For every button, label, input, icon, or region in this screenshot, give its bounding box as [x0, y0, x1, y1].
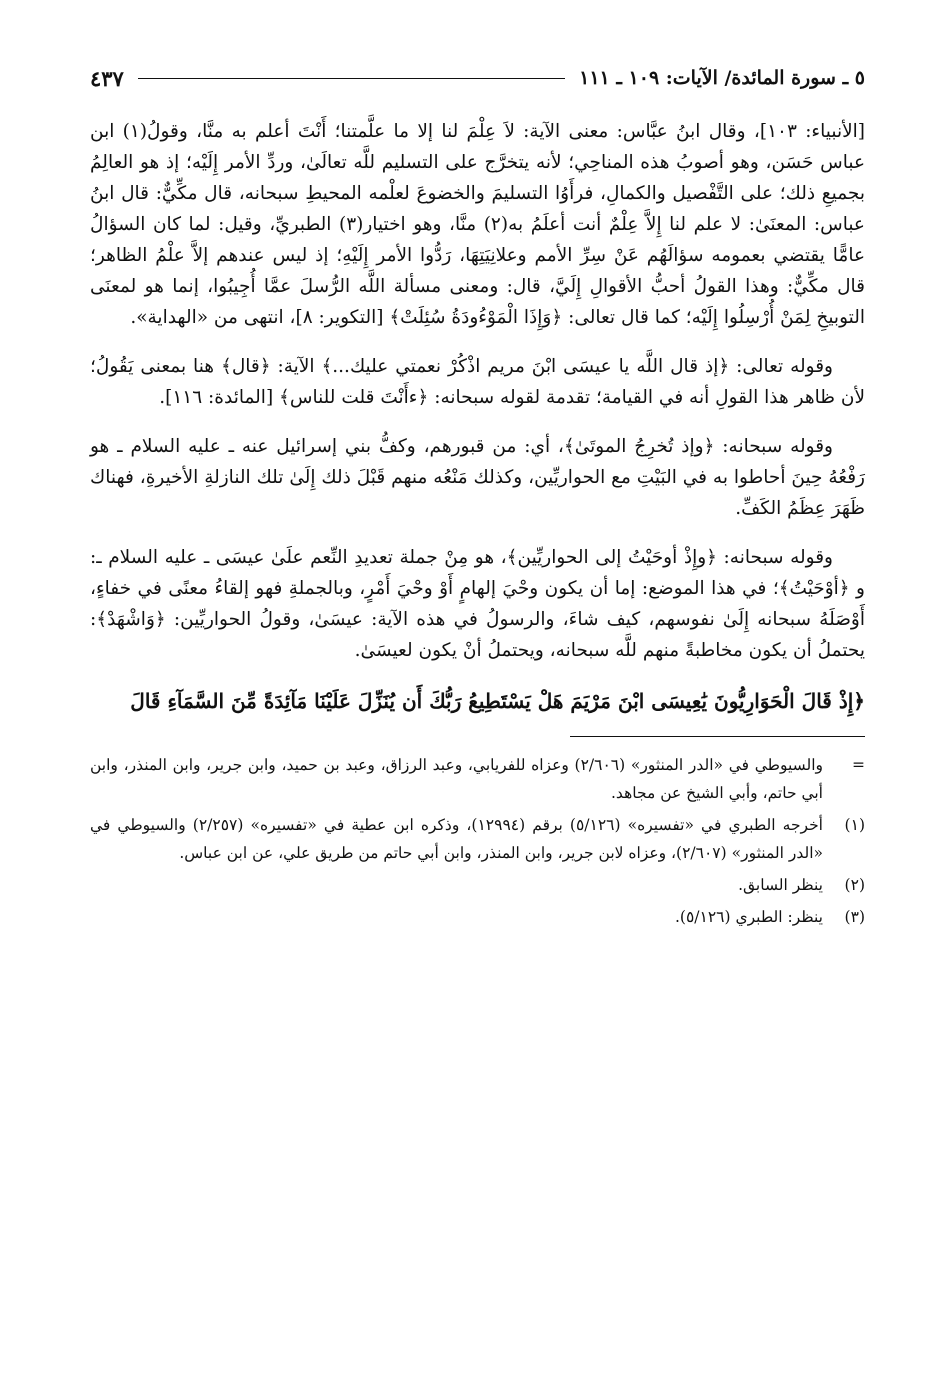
footnote-marker: = — [852, 756, 865, 774]
footnote-marker: (١) — [844, 816, 865, 834]
chapter-title: ٥ ـ سورة المائدة/ الآيات: ١٠٩ ـ ١١١ — [579, 67, 865, 89]
paragraph-1: [الأنبياء: ١٠٣]، وقال ابنُ عبَّاس: معنى الآية: لاَ عِلْمَ لنا إلا ما علَّمتنا؛ أَنْتَ أعلم به منَّا، وقولُ(١) ابن عباس حَسَن، وهو أصوبُ هذه المناحِي؛ لأنه يتخرَّج على التسليم للَّه تعالَىٰ، وردِّ الأمر إِلَيْه؛ إذ هو العالِمُ بجميعِ ذلك؛ على التَّفْصيل والكمالِ، فرأَوُا التسليمَ والخضوعَ لعلْمه المحيطِ سبحانه، قال مكِّيٌّ: قال ابنُ عباس: المعنَىٰ: لا علم لنا إِلاَّ عِلْمٌ أنت أعلَمُ به(٢) منَّا، وهو اختيار(٣) الطبريِّ، وقيل: لما كان السؤالُ عامًّا يقتضي بعمومه سؤالَهُم عَنْ سِرِّ الأمم وعلانِيَتِهَا، رَدُّوا الأمر إِلَيْهِ؛ إذ ليس عندهم إلاَّ علْمُ الظاهر؛ قال مكِّيٌّ: وهذا القولُ أحبُّ الأقوالِ إِلَيَّ، قال: ومعنى مسألة اللَّه الرُّسلَ عمَّا أُجِيبُوا، إنما هو لمعنَى التوبيخِ لِمَنْ أُرْسِلُوا إِلَيْه؛ كما قال تعالى: ﴿وَإِذَا الْمَوْءُودَةُ سُئِلَتْ﴾ [التكوير: ٨]، انتهى من «الهداية». — [90, 121, 865, 328]
footnote-text: أخرجه الطبري في «تفسيره» (٥/١٢٦) برقم (١٢٩٩٤)، وذكره ابن عطية في «تفسيره» (٢/٢٥٧) والسيوطي في «الدر المنثور» (٢/٦٠٧)، وعزاه لابن جرير، وابن المنذر، وابن أبي حاتم من طريق علي، عن ابن عباس. — [90, 816, 823, 862]
quran-verse: ﴿إِذْ قَالَ الْحَوَارِيُّونَ يَٰعِيسَى ابْنَ مَرْيَمَ هَلْ يَسْتَطِيعُ رَبُّكَ أَن يُنَزِّلَ عَلَيْنَا مَآئِدَةً مِّنَ السَّمَآءِ قَالَ — [130, 689, 865, 713]
footnote-3 — [90, 903, 865, 931]
page-number: ٤٣٧ — [90, 65, 124, 91]
footnote-marker: (٢) — [844, 876, 865, 894]
running-header — [90, 58, 865, 98]
footnote-2 — [90, 871, 865, 899]
page — [90, 58, 865, 935]
footnote-text: ينظر: الطبري (٥/١٢٦). — [674, 908, 823, 926]
paragraph-4: وقوله سبحانه: ﴿وإِذْ أوحَيْتُ إلى الحواريِّين﴾، هو مِنْ جملة تعديدِ النِّعم علَىٰ عيسَى ـ عليه السلام ـ: و ﴿أوْحَيْتُ﴾؛ في هذا الموضع: إما أن يكون وحْيَ إلهامٍ أَوْ وحْيَ أَمْرٍ، وبالجملةِ فهو إلقاءُ معنًى في خفاءٍ، أَوْصَلَهُ سبحانه إِلَىٰ نفوسهم، كيف شاءَ، والرسولُ في هذه الآية: عيسَىٰ، وقولُ الحواريِّين: ﴿وَاشْهَدْ﴾: يحتملُ أن يكون مخاطبةً منهم للَّه سبحانه، ويحتملُ أنْ يكون لعيسَىٰ. — [90, 547, 865, 661]
footnote-text: ينظر السابق. — [738, 876, 823, 894]
footnote-marker: (٣) — [844, 908, 865, 926]
paragraph-3: وقوله سبحانه: ﴿وإذ تُخرِجُ الموتَىٰ﴾، أي: من قبورهم، وكفُّ بني إسرائيل عنه ـ عليه السلام ـ هو رَفْعُهُ حِينَ أحاطوا به في البَيْتِ مع الحواريِّين، وكذلك مَنْعُه منهم قَبْلَ ذلك إِلَىٰ تلك النازلةِ الأخيرةِ، فهناك ظَهَرَ عِظَمُ الكَفِّ. — [90, 436, 865, 519]
footnote-text: والسيوطي في «الدر المنثور» (٢/٦٠٦) وعزاه للفريابي، وعبد الرزاق، وعبد بن حميد، وابن جرير، وابن المنذر، وابن أبي حاتم، وأبي الشيخ عن مجاهد. — [90, 756, 823, 802]
footnote-continued — [90, 751, 865, 807]
paragraph-2: وقوله تعالى: ﴿إذ قال اللَّه يا عيسَى ابْنَ مريم اذْكُرْ نعمتي عليك...﴾ الآية: ﴿قال﴾ هنا بمعنى يَقُولُ؛ لأن ظاهر هذا القولِ أنه في القيامة؛ تقدمة لقوله سبحانه: ﴿ءأَنْتَ قلت للناس﴾ [المائدة: ١١٦]. — [90, 356, 865, 408]
main-text — [90, 116, 865, 718]
footnotes — [90, 751, 865, 931]
header-rule — [138, 78, 565, 79]
footnote-separator — [570, 736, 865, 737]
footnote-1 — [90, 811, 865, 867]
